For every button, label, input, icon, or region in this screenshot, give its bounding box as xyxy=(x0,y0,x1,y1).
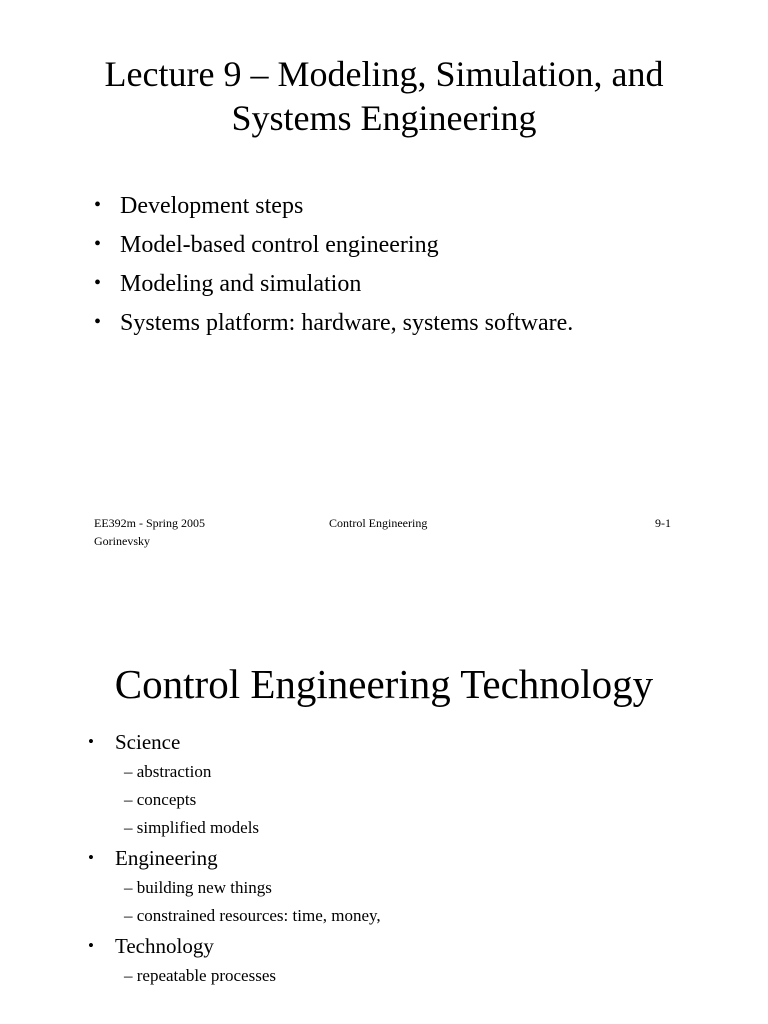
sub-bullet-item: – abstraction xyxy=(124,762,212,781)
slide-title xyxy=(0,52,768,140)
sub-bullet-item: – simplified models xyxy=(124,818,260,837)
bullet-item xyxy=(94,225,573,264)
footer-course-title: Control Engineering xyxy=(329,516,428,530)
sub-bullet-item: – repeatable processes xyxy=(124,966,276,985)
footer-course xyxy=(94,514,205,550)
bullet-item xyxy=(94,264,573,303)
bullet-item xyxy=(88,842,381,874)
bullet-text: Development steps xyxy=(120,193,304,219)
bullet-list xyxy=(88,726,381,990)
bullet-marker: • xyxy=(94,194,102,216)
sub-bullet-item: – concepts xyxy=(124,790,197,809)
bullet-marker: • xyxy=(88,936,94,955)
footer-author: Gorinevsky xyxy=(94,534,150,548)
slide-control-engineering-technology xyxy=(0,640,768,1024)
bullet-marker: • xyxy=(94,272,102,294)
bullet-list xyxy=(94,186,573,342)
bullet-marker: • xyxy=(88,732,94,751)
bullet-marker: • xyxy=(88,848,94,867)
sub-bullet-item: – constrained resources: time, money, xyxy=(124,906,381,925)
bullet-marker: • xyxy=(94,311,102,333)
bullet-item xyxy=(94,186,573,225)
bullet-item xyxy=(88,726,381,758)
bullet-item xyxy=(94,303,573,342)
bullet-text: Technology xyxy=(115,934,214,958)
bullet-text: Modeling and simulation xyxy=(120,271,362,297)
bullet-marker: • xyxy=(94,233,102,255)
bullet-text: Model-based control engineering xyxy=(120,232,439,258)
slide-title-line-2: Systems Engineering xyxy=(231,98,537,138)
slide-title: Control Engineering Technology xyxy=(114,661,654,707)
footer-page-number: 9-1 xyxy=(655,516,671,530)
footer-course-term: EE392m - Spring 2005 xyxy=(94,516,205,530)
bullet-text: Engineering xyxy=(115,846,218,870)
bullet-item xyxy=(88,930,381,962)
bullet-text: Science xyxy=(115,730,181,754)
bullet-text: Systems platform: hardware, systems software. xyxy=(120,310,574,336)
sub-bullet-item: – building new things xyxy=(124,878,272,897)
slide-title-line-1: Lecture 9 – Modeling, Simulation, and xyxy=(104,54,664,94)
